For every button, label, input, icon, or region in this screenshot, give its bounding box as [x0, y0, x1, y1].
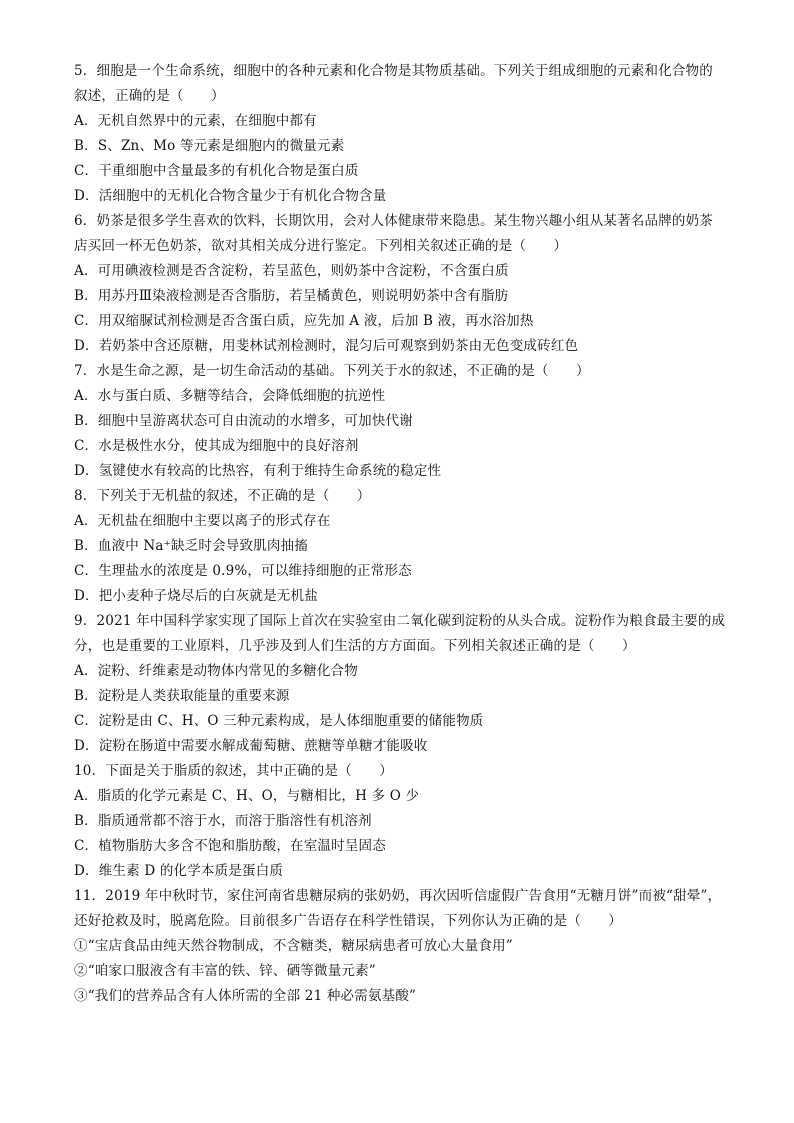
- question-stem-line: 6．奶茶是很多学生喜欢的饮料，长期饮用，会对人体健康带来隐患。某生物兴趣小组从某著名品牌的奶茶: [74, 213, 713, 229]
- option-c: C．淀粉是由 C、H、O 三种元素构成，是人体细胞重要的储能物质: [74, 713, 484, 729]
- option-d: D．维生素 D 的化学本质是蛋白质: [74, 863, 284, 879]
- option-b: B．血液中 Na⁺缺乏时会导致肌肉抽搐: [74, 538, 308, 554]
- option-c: C．水是极性水分，使其成为细胞中的良好溶剂: [74, 438, 359, 454]
- question-stem-line: 10．下面是关于脂质的叙述，其中正确的是（ ）: [74, 763, 393, 779]
- question-stem-line: 7．水是生命之源，是一切生命活动的基础。下列关于水的叙述，不正确的是（ ）: [74, 363, 590, 379]
- option-d: D．若奶茶中含还原糖，用斐林试剂检测时，混匀后可观察到奶茶由无色变成砖红色: [74, 338, 579, 354]
- option-d: D．淀粉在肠道中需要水解成葡萄糖、蔗糖等单糖才能吸收: [74, 738, 428, 754]
- option-c: C．生理盐水的浓度是 0.9%，可以维持细胞的正常形态: [74, 563, 412, 579]
- question-10: [74, 759, 734, 884]
- option-a: A．无机自然界中的元素，在细胞中都有: [74, 113, 317, 129]
- statement-1: ①“宝店食品由纯天然谷物制成，不含糖类，糖尿病患者可放心大量食用”: [74, 938, 513, 954]
- question-stem-line: 还好抢救及时，脱离危险。目前很多广告语存在科学性错误，下列你认为正确的是（ ）: [74, 913, 622, 929]
- option-b: B．脂质通常都不溶于水，而溶于脂溶性有机溶剂: [74, 813, 372, 829]
- option-d: D．活细胞中的无机化合物含量少于有机化合物含量: [74, 188, 387, 204]
- option-a: A．水与蛋白质、多糖等结合，会降低细胞的抗逆性: [74, 388, 386, 404]
- question-stem-line: 8．下列关于无机盐的叙述，不正确的是（ ）: [74, 488, 371, 504]
- question-7: [74, 359, 734, 484]
- statement-2: ②“咱家口服液含有丰富的铁、锌、硒等微量元素”: [74, 963, 376, 979]
- option-a: A．脂质的化学元素是 C、H、O，与糖相比，H 多 O 少: [74, 788, 420, 804]
- statement-3: ③“我们的营养品含有人体所需的全部 21 种必需氨基酸”: [74, 988, 417, 1004]
- question-stem-line: 店买回一杯无色奶茶，欲对其相关成分进行鉴定。下列相关叙述正确的是（ ）: [74, 238, 568, 254]
- option-b: B．S、Zn、Mo 等元素是细胞内的微量元素: [74, 138, 345, 154]
- option-b: B．细胞中呈游离状态可自由流动的水增多，可加快代谢: [74, 413, 413, 429]
- question-stem-line: 9．2021 年中国科学家实现了国际上首次在实验室由二氧化碳到淀粉的从头合成。淀粉作为粮食最主要的成: [74, 613, 726, 629]
- option-b: B．淀粉是人类获取能量的重要来源: [74, 688, 290, 704]
- exam-page: [74, 59, 734, 1009]
- option-d: D．氢键使水有较高的比热容，有利于维持生命系统的稳定性: [74, 463, 442, 479]
- question-stem-line: 11．2019 年中秋时节，家住河南省患糖尿病的张奶奶，再次因听信虚假广告食用“无糖月饼”而被“甜晕”，: [74, 888, 722, 904]
- option-b: B．用苏丹Ⅲ染液检测是否含脂肪，若呈橘黄色，则说明奶茶中含有脂肪: [74, 288, 509, 304]
- question-9: [74, 609, 734, 759]
- question-11: [74, 884, 734, 1009]
- question-8: [74, 484, 734, 609]
- question-stem-line: 5．细胞是一个生命系统，细胞中的各种元素和化合物是其物质基础。下列关于组成细胞的元素和化合物的: [74, 63, 713, 79]
- question-stem-line: 分，也是重要的工业原料，几乎涉及到人们生活的方方面面。下列相关叙述正确的是（ ）: [74, 638, 636, 654]
- option-c: C．植物脂肪大多含不饱和脂肪酸，在室温时呈固态: [74, 838, 386, 854]
- option-c: C．干重细胞中含量最多的有机化合物是蛋白质: [74, 163, 359, 179]
- option-a: A．淀粉、纤维素是动物体内常见的多糖化合物: [74, 663, 358, 679]
- option-d: D．把小麦种子烧尽后的白灰就是无机盐: [74, 588, 318, 604]
- option-a: A．无机盐在细胞中主要以离子的形式存在: [74, 513, 331, 529]
- question-6: [74, 209, 734, 359]
- question-5: [74, 59, 734, 209]
- option-a: A．可用碘液检测是否含淀粉，若呈蓝色，则奶茶中含淀粉，不含蛋白质: [74, 263, 509, 279]
- option-c: C．用双缩脲试剂检测是否含蛋白质，应先加 A 液，后加 B 液，再水浴加热: [74, 313, 534, 329]
- question-stem-line: 叙述，正确的是（ ）: [74, 88, 225, 104]
